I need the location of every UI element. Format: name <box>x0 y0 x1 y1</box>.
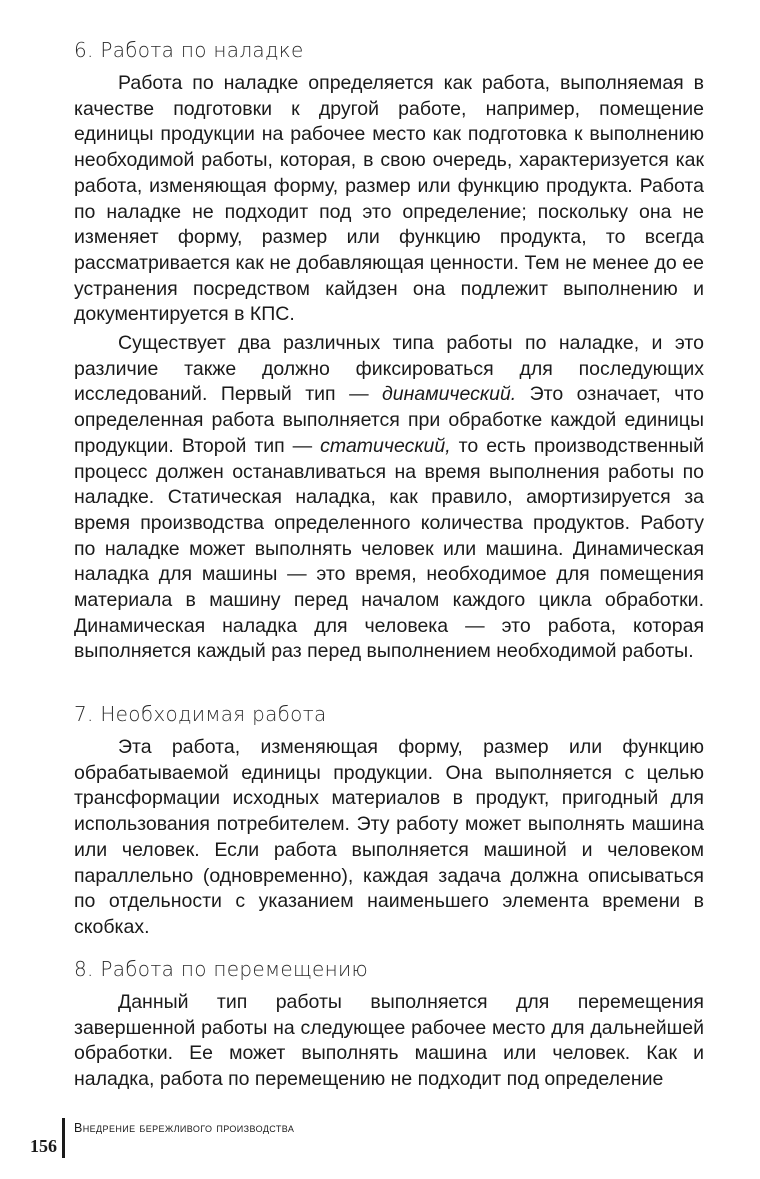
paragraph-6-2 <box>74 331 704 665</box>
section-heading-7: 7. Необходимая работа <box>74 702 327 726</box>
section-heading-8: 8. Работа по перемещению <box>74 957 369 981</box>
paragraph-6-1: Работа по наладке определяется как работа, выполняемая в качестве подготовки к другой работе, например, помещение единицы продукции на рабочее место как подготовка к выполнению необходимой работы, которая, в свою очередь, характеризуется как работа, изменяющая форму, размер или функцию продукта. Работа по наладке не подходит под это определение; поскольку она не изменяет форму, размер или функцию продукта, то всегда рассматривается как не добавляющая ценности. Тем не менее до ее устранения посредством кайдзен она подлежит выполнению и документируется в КПС. <box>74 72 704 326</box>
emphasis-dynamic: динамический. <box>382 383 517 406</box>
paragraph-text: то есть производственный процесс должен останавливаться на время выполнения работы по наладке. Статическая наладка, как правило, амортизируется за время производства определенного количества продуктов. Работу по наладке может выполнять человек или машина. Динамическая наладка для машины — это время, необходимое для помещения материала в машину перед началом каждого цикла обработки. Динамическая наладка для человека — это работа, которая выполняется каждый раз перед выполнением необходимой работы. <box>74 434 704 663</box>
running-footer-title: Внедрение бережливого производства <box>74 1121 295 1135</box>
paragraph-text: Существует два различных типа работы по наладке, и это различие также должно фиксироваться для последующих исследований. Первый тип — <box>74 332 704 406</box>
section-heading-6: 6. Работа по наладке <box>74 38 304 62</box>
footer-divider <box>62 1118 65 1158</box>
page-number: 156 <box>30 1136 57 1156</box>
paragraph-8-1: Данный тип работы выполняется для перемещения завершенной работы на следующее рабочее место для дальнейшей обработки. Ее может выполнять машина или человек. Как и наладка, работа по перемещению не подходит под определение <box>74 991 704 1091</box>
paragraph-7-1: Эта работа, изменяющая форму, размер или функцию обрабатываемой единицы продукции. Она выполняется с целью трансформации исходных материалов в продукт, пригодный для использования потребителем. Эту работу может выполнять машина или человек. Если работа выполняется машиной и человеком параллельно (одновременно), каждая задача должна описываться по отдельности с указанием наименьшего элемента времени в скобках. <box>74 736 704 938</box>
paragraph-text: Это означает, что определенная работа выполняется при обработке каждой единицы продукции. Второй тип — <box>74 383 704 457</box>
emphasis-static: статический, <box>320 434 451 457</box>
